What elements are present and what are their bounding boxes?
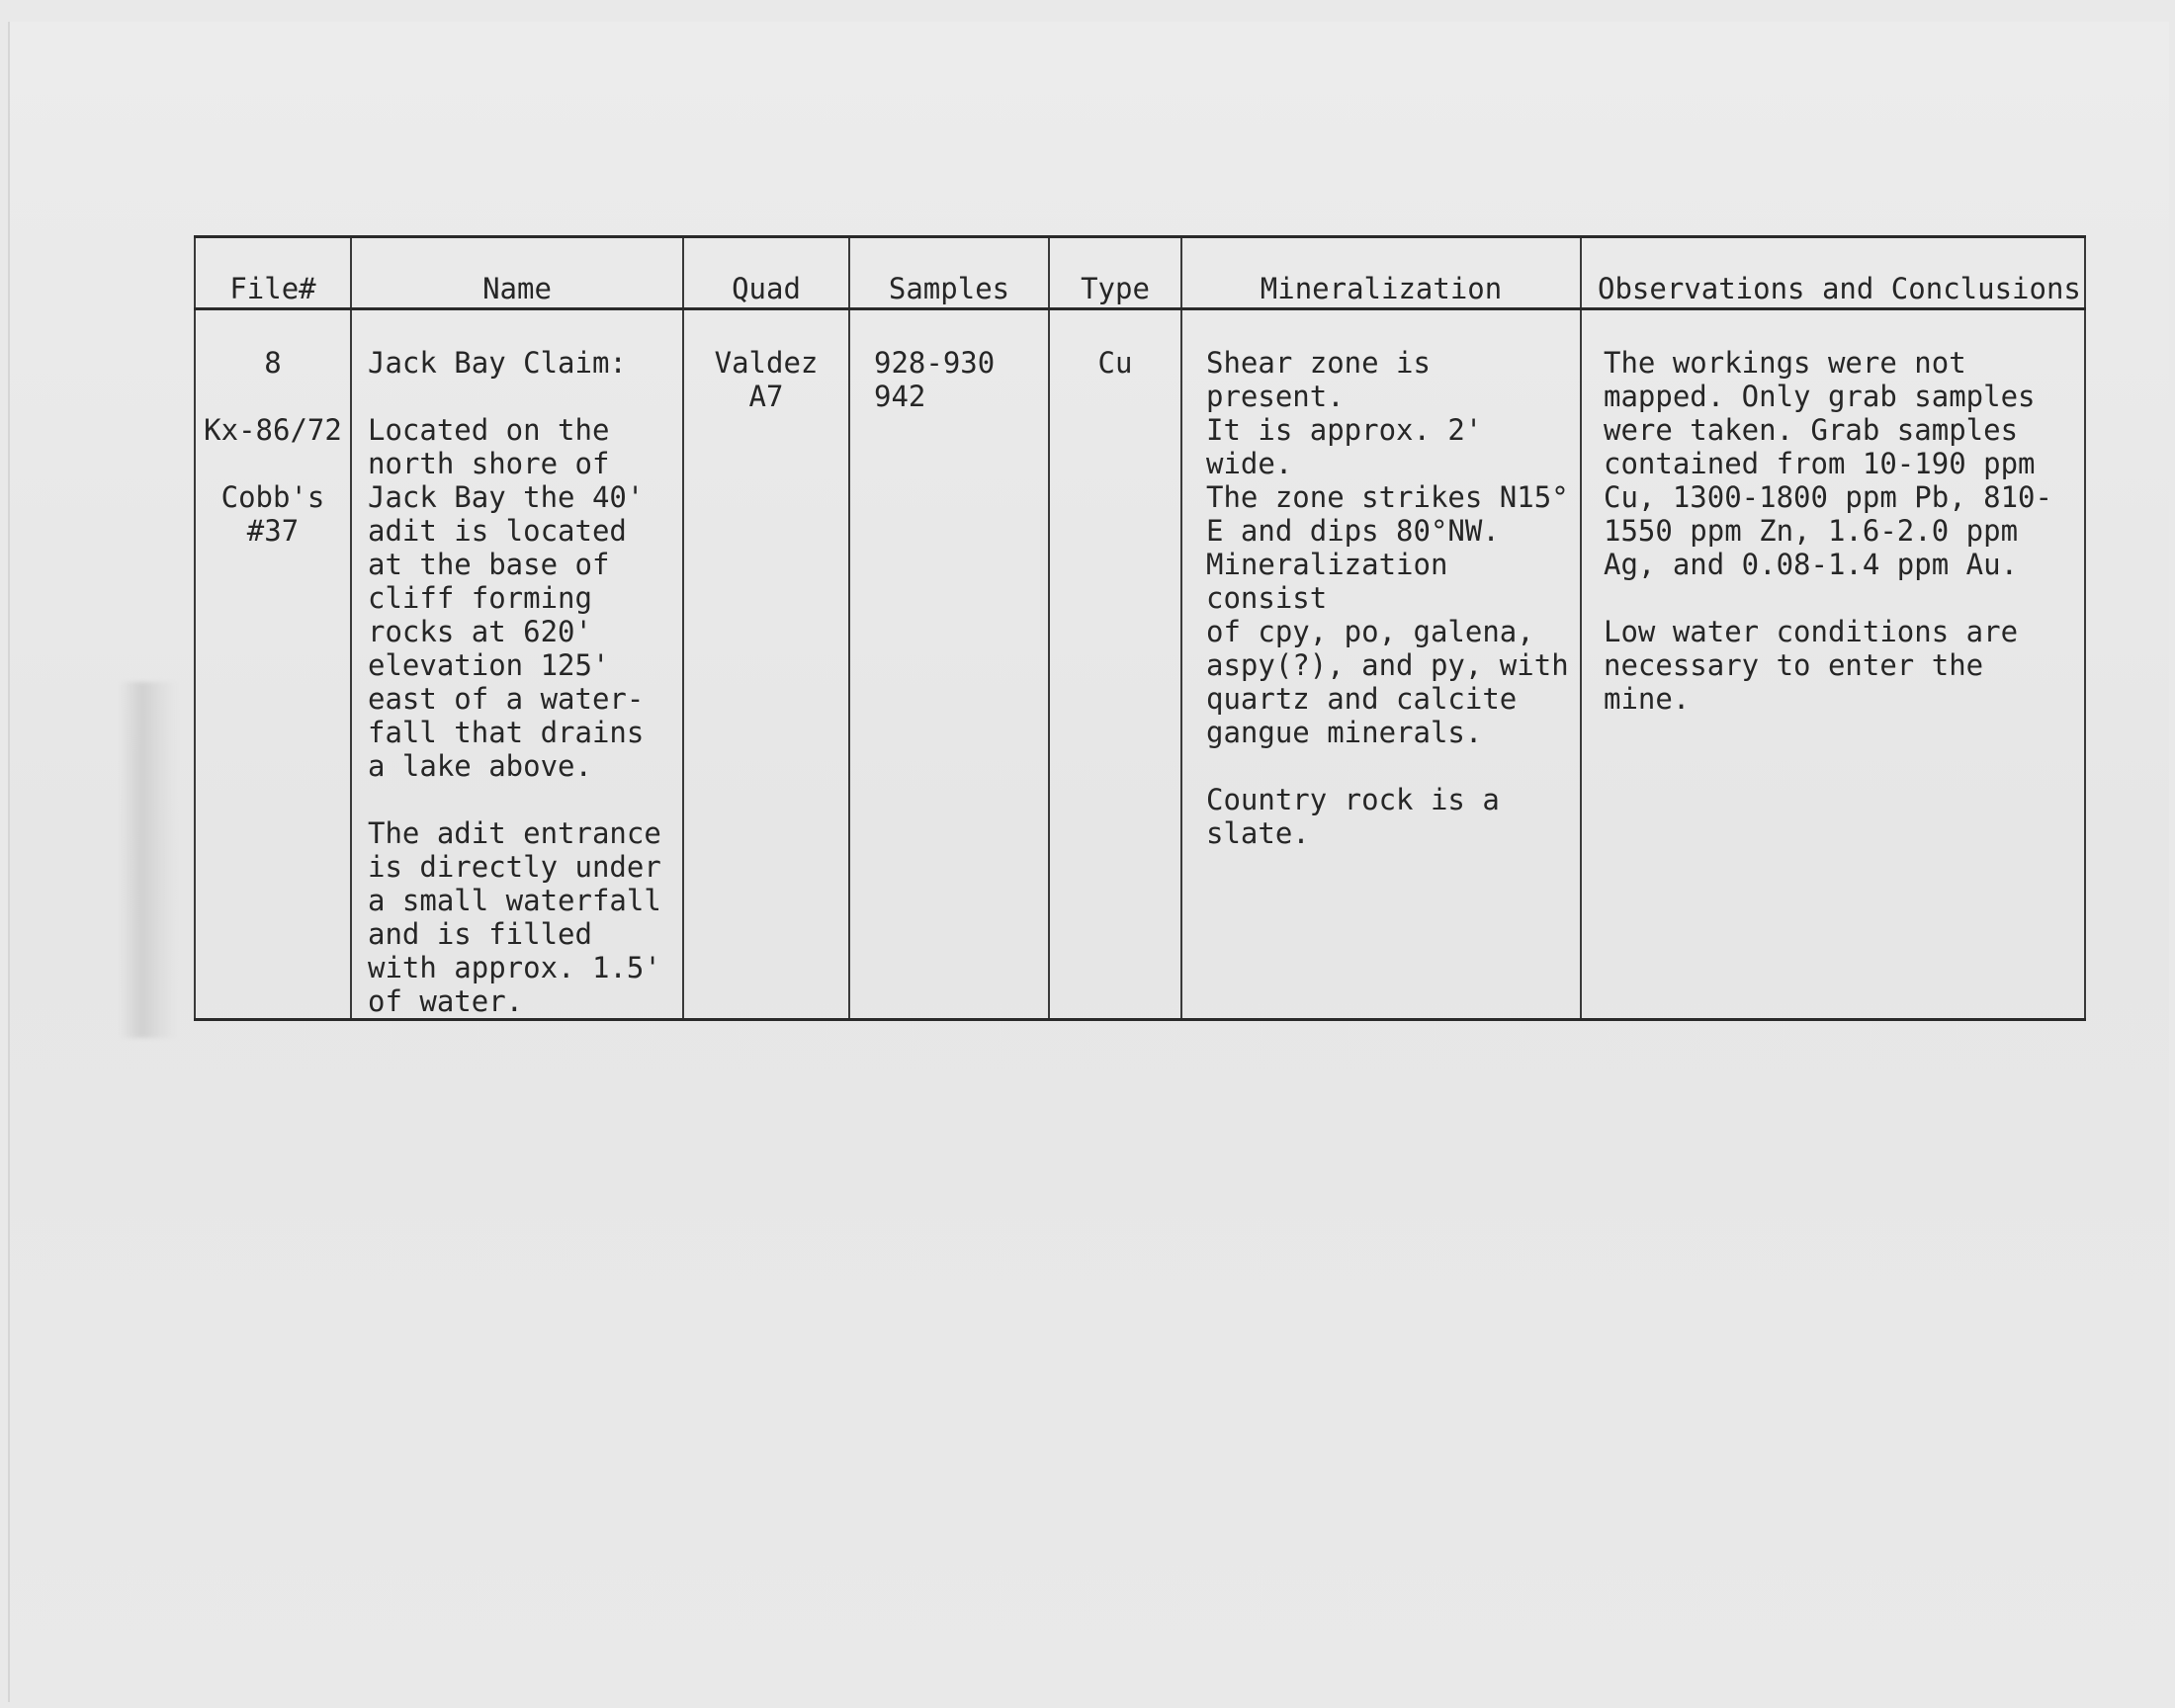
mine-property-table (194, 235, 2086, 1021)
table-header-row (195, 237, 2085, 309)
header-samples: Samples (849, 237, 1049, 309)
file-number: 8 (264, 346, 282, 380)
file-cobb-number: Cobb's #37 (220, 480, 325, 548)
header-quad: Quad (683, 237, 849, 309)
scan-shadow (119, 682, 178, 1038)
cell-file (195, 309, 351, 1020)
observations-samples: The workings were not mapped. Only grab samples were taken. Grab samples contained from 10-190 ppm Cu, 1300-1800 ppm Pb, 810- 1550 ppm Zn, 1.6-2.0 ppm Ag, and 0.08-1.4 ppm Au. (1604, 346, 2052, 581)
header-type: Type (1049, 237, 1181, 309)
cell-name (351, 309, 683, 1020)
country-rock-note: Country rock is a slate. (1206, 783, 1500, 850)
cell-samples: 928-930 942 (849, 309, 1049, 1020)
adit-entrance-note: The adit entrance is directly under a small waterfall and is filled with approx. 1.5' of water. (368, 816, 661, 1018)
table-row (195, 309, 2085, 1020)
claim-name: Jack Bay Claim: (368, 346, 627, 380)
claim-location: Located on the north shore of Jack Bay the 40' adit is located at the base of cliff forming rocks at 620' elevation 125' east of a water- fall that drains a lake above. (368, 413, 645, 783)
header-mineralization: Mineralization (1181, 237, 1581, 309)
file-kx-number: Kx-86/72 (204, 413, 342, 447)
cell-type: Cu (1049, 309, 1181, 1020)
cell-observations (1581, 309, 2085, 1020)
header-observations: Observations and Conclusions (1581, 237, 2085, 309)
cell-quad: Valdez A7 (683, 309, 849, 1020)
cell-mineralization (1181, 309, 1581, 1020)
observations-water: Low water conditions are necessary to enter the mine. (1604, 615, 2019, 716)
header-name: Name (351, 237, 683, 309)
mineralization-description: Shear zone is present. It is approx. 2' wide. The zone strikes N15° E and dips 80°NW. Mineralization consist of cpy, po, galena, aspy(?), and py, with quartz and calcite gangue minerals. (1206, 346, 1569, 749)
header-file: File# (195, 237, 351, 309)
